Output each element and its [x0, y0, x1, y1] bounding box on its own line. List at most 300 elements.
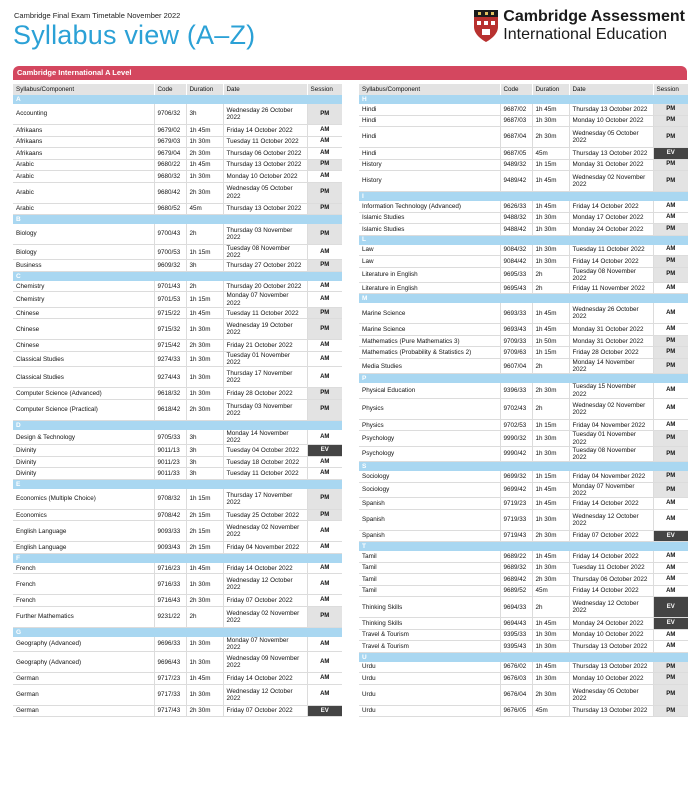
duration-cell: 1h 45m [186, 159, 223, 171]
table-row [13, 148, 342, 160]
code-cell: 9011/23 [154, 456, 186, 468]
syllabus-cell: Sociology [359, 482, 500, 497]
table-row [13, 203, 342, 215]
code-cell: 9679/04 [154, 148, 186, 160]
section-letter: C [13, 271, 342, 281]
code-cell: 9717/23 [154, 673, 186, 685]
section-letter: B [13, 215, 342, 225]
date-cell: Tuesday 25 October 2022 [223, 509, 307, 521]
date-cell: Tuesday 11 October 2022 [569, 245, 653, 256]
section-letter: T [359, 542, 688, 552]
session-badge: PM [653, 705, 688, 717]
code-cell: 9719/33 [500, 509, 532, 530]
table-row [359, 509, 688, 530]
date-cell: Friday 21 October 2022 [223, 340, 307, 352]
timetable-left [13, 84, 343, 717]
date-cell: Thursday 06 October 2022 [223, 148, 307, 160]
code-cell: 9011/13 [154, 445, 186, 457]
duration-cell: 1h 30m [186, 652, 223, 673]
date-cell: Friday 11 November 2022 [569, 282, 653, 294]
session-badge: EV [307, 445, 342, 457]
date-cell: Tuesday 08 November 2022 [569, 446, 653, 461]
table-row [13, 292, 342, 307]
syllabus-cell: French [13, 563, 154, 574]
duration-cell: 1h 30m [532, 641, 569, 653]
code-cell: 9715/32 [154, 319, 186, 340]
column-header: Syllabus/Component [13, 84, 154, 95]
session-badge: AM [653, 498, 688, 510]
duration-cell: 1h 30m [186, 388, 223, 400]
session-badge: PM [653, 347, 688, 359]
date-cell: Tuesday 08 November 2022 [223, 245, 307, 260]
duration-cell: 2h 30m [186, 148, 223, 160]
duration-cell: 2h [532, 597, 569, 618]
date-cell: Monday 10 October 2022 [223, 171, 307, 183]
session-badge: PM [653, 673, 688, 685]
session-badge: AM [653, 212, 688, 224]
table-row [359, 530, 688, 542]
table-header-row [359, 84, 688, 95]
date-cell: Wednesday 12 October 2022 [223, 574, 307, 595]
code-cell: 9609/32 [154, 260, 186, 272]
date-cell: Monday 24 October 2022 [569, 224, 653, 236]
syllabus-cell: Computer Science (Advanced) [13, 388, 154, 400]
date-cell: Wednesday 19 October 2022 [223, 319, 307, 340]
session-badge: PM [307, 606, 342, 627]
syllabus-cell: Divinity [13, 468, 154, 480]
code-cell: 9676/04 [500, 684, 532, 705]
table-row [359, 562, 688, 574]
syllabus-cell: History [359, 171, 500, 192]
duration-cell: 1h 15m [532, 347, 569, 359]
syllabus-cell: Arabic [13, 171, 154, 183]
duration-cell: 1h 45m [532, 662, 569, 673]
session-badge: PM [653, 335, 688, 347]
code-cell: 9231/22 [154, 606, 186, 627]
session-badge: AM [307, 637, 342, 652]
code-cell: 9717/33 [154, 684, 186, 705]
table-row [13, 705, 342, 717]
column-header: Code [500, 84, 532, 95]
syllabus-cell: Chinese [13, 340, 154, 352]
syllabus-cell: History [359, 159, 500, 171]
code-cell: 9679/03 [154, 136, 186, 148]
section-header-row [13, 271, 342, 281]
duration-cell: 2h [532, 358, 569, 373]
session-badge: PM [653, 431, 688, 446]
date-cell: Thursday 13 October 2022 [569, 705, 653, 717]
duration-cell: 1h 30m [532, 629, 569, 641]
duration-cell: 1h 30m [186, 684, 223, 705]
section-letter: S [359, 462, 688, 472]
session-badge: PM [307, 182, 342, 203]
syllabus-cell: Urdu [359, 673, 500, 685]
duration-cell: 1h 30m [532, 431, 569, 446]
duration-cell: 2h [532, 282, 569, 294]
date-cell: Tuesday 11 October 2022 [223, 468, 307, 480]
document-subtitle: Cambridge Final Exam Timetable November 2022 [14, 11, 181, 20]
table-row [359, 705, 688, 717]
session-badge: PM [307, 319, 342, 340]
date-cell: Thursday 17 November 2022 [223, 489, 307, 510]
section-header-row [359, 235, 688, 245]
syllabus-cell: Economics [13, 509, 154, 521]
duration-cell: 1h 15m [186, 292, 223, 307]
syllabus-cell: Tamil [359, 585, 500, 597]
duration-cell: 1h 30m [186, 171, 223, 183]
section-letter: E [13, 479, 342, 489]
duration-cell: 1h 30m [532, 224, 569, 236]
code-cell: 9700/53 [154, 245, 186, 260]
syllabus-cell: Afrikaans [13, 148, 154, 160]
code-cell: 9702/43 [500, 398, 532, 419]
code-cell: 9694/33 [500, 597, 532, 618]
duration-cell: 1h 45m [532, 482, 569, 497]
syllabus-cell: Mathematics (Pure Mathematics 3) [359, 335, 500, 347]
syllabus-cell: Divinity [13, 456, 154, 468]
table-row [13, 595, 342, 607]
session-badge: PM [653, 171, 688, 192]
date-cell: Tuesday 01 November 2022 [223, 351, 307, 366]
session-badge: PM [653, 662, 688, 673]
code-cell: 9679/02 [154, 125, 186, 137]
duration-cell: 2h 15m [186, 521, 223, 542]
section-header-row [359, 462, 688, 472]
duration-cell: 1h 45m [532, 498, 569, 510]
session-badge: PM [307, 388, 342, 400]
date-cell: Thursday 17 November 2022 [223, 367, 307, 388]
section-header-row [359, 192, 688, 202]
code-cell: 9676/02 [500, 662, 532, 673]
session-badge: AM [653, 303, 688, 324]
syllabus-cell: Travel & Tourism [359, 629, 500, 641]
date-cell: Wednesday 26 October 2022 [569, 303, 653, 324]
session-badge: AM [653, 585, 688, 597]
table-row [13, 367, 342, 388]
table-row [13, 456, 342, 468]
session-badge: AM [653, 201, 688, 212]
date-cell: Thursday 13 October 2022 [569, 104, 653, 115]
column-header: Code [154, 84, 186, 95]
syllabus-cell: Further Mathematics [13, 606, 154, 627]
duration-cell: 2h 30m [186, 595, 223, 607]
syllabus-cell: Arabic [13, 203, 154, 215]
date-cell: Tuesday 04 October 2022 [223, 445, 307, 457]
code-cell: 9084/42 [500, 256, 532, 268]
date-cell: Tuesday 11 October 2022 [223, 307, 307, 319]
date-cell: Friday 14 October 2022 [569, 585, 653, 597]
column-header: Session [307, 84, 342, 95]
syllabus-cell: Spanish [359, 530, 500, 542]
table-row [13, 340, 342, 352]
table-row [359, 212, 688, 224]
session-badge: PM [653, 104, 688, 115]
session-badge: PM [307, 203, 342, 215]
session-badge: AM [307, 652, 342, 673]
session-badge: PM [307, 307, 342, 319]
table-row [13, 182, 342, 203]
section-letter: H [359, 95, 688, 104]
column-header: Date [569, 84, 653, 95]
date-cell: Monday 31 October 2022 [569, 159, 653, 171]
duration-cell: 2h 30m [186, 340, 223, 352]
duration-cell: 1h 45m [186, 307, 223, 319]
section-letter: U [359, 652, 688, 662]
table-row [359, 224, 688, 236]
duration-cell: 1h 30m [532, 245, 569, 256]
code-cell: 9274/43 [154, 367, 186, 388]
syllabus-cell: Classical Studies [13, 367, 154, 388]
session-badge: AM [653, 383, 688, 398]
section-letter: D [13, 420, 342, 430]
duration-cell: 2h [186, 224, 223, 245]
duration-cell: 1h 30m [186, 319, 223, 340]
syllabus-cell: Psychology [359, 446, 500, 461]
date-cell: Monday 14 November 2022 [569, 358, 653, 373]
section-header-row [359, 542, 688, 552]
duration-cell: 3h [186, 468, 223, 480]
table-row [13, 673, 342, 685]
date-cell: Tuesday 01 November 2022 [569, 431, 653, 446]
date-cell: Wednesday 12 October 2022 [223, 684, 307, 705]
code-cell: 9488/32 [500, 212, 532, 224]
session-badge: PM [307, 399, 342, 420]
syllabus-cell: Marine Science [359, 324, 500, 336]
date-cell: Wednesday 05 October 2022 [569, 684, 653, 705]
syllabus-cell: German [13, 684, 154, 705]
date-cell: Friday 14 October 2022 [223, 673, 307, 685]
session-badge: PM [307, 104, 342, 125]
date-cell: Wednesday 09 November 2022 [223, 652, 307, 673]
code-cell: 9489/32 [500, 159, 532, 171]
duration-cell: 3h [186, 456, 223, 468]
date-cell: Monday 07 November 2022 [223, 637, 307, 652]
syllabus-cell: Afrikaans [13, 125, 154, 137]
duration-cell: 1h 30m [532, 256, 569, 268]
table-row [359, 335, 688, 347]
syllabus-cell: Physics [359, 398, 500, 419]
section-header-row [359, 95, 688, 104]
code-cell: 9701/53 [154, 292, 186, 307]
code-cell: 9693/33 [500, 303, 532, 324]
duration-cell: 3h [186, 104, 223, 125]
code-cell: 9689/22 [500, 551, 532, 562]
qualification-banner: Cambridge International A Level [13, 66, 687, 80]
logo-line-1: Cambridge Assessment [503, 8, 685, 25]
section-header-row [13, 553, 342, 563]
duration-cell: 1h 30m [532, 673, 569, 685]
syllabus-cell: Islamic Studies [359, 212, 500, 224]
session-badge: AM [307, 595, 342, 607]
duration-cell: 1h 30m [186, 136, 223, 148]
session-badge: AM [307, 171, 342, 183]
syllabus-cell: Physical Education [359, 383, 500, 398]
date-cell: Friday 07 October 2022 [223, 705, 307, 717]
code-cell: 9488/42 [500, 224, 532, 236]
code-cell: 9489/42 [500, 171, 532, 192]
date-cell: Friday 04 November 2022 [569, 471, 653, 482]
syllabus-cell: Tamil [359, 551, 500, 562]
code-cell: 9717/43 [154, 705, 186, 717]
table-row [359, 641, 688, 653]
syllabus-cell: Economics (Multiple Choice) [13, 489, 154, 510]
date-cell: Tuesday 18 October 2022 [223, 456, 307, 468]
syllabus-cell: Law [359, 256, 500, 268]
session-badge: PM [653, 224, 688, 236]
duration-cell: 2h 30m [186, 705, 223, 717]
date-cell: Friday 14 October 2022 [569, 201, 653, 212]
session-badge: AM [307, 456, 342, 468]
table-row [359, 471, 688, 482]
syllabus-cell: Design & Technology [13, 430, 154, 445]
column-header: Date [223, 84, 307, 95]
code-cell: 9093/33 [154, 521, 186, 542]
table-row [13, 159, 342, 171]
section-header-row [13, 420, 342, 430]
date-cell: Monday 31 October 2022 [569, 324, 653, 336]
session-badge: EV [653, 530, 688, 542]
syllabus-cell: Law [359, 245, 500, 256]
table-row [359, 431, 688, 446]
section-letter: F [13, 553, 342, 563]
code-cell: 9705/33 [154, 430, 186, 445]
table-row [13, 104, 342, 125]
syllabus-cell: Media Studies [359, 358, 500, 373]
code-cell: 9699/32 [500, 471, 532, 482]
syllabus-cell: French [13, 574, 154, 595]
table-row [359, 498, 688, 510]
syllabus-cell: Spanish [359, 509, 500, 530]
syllabus-cell: Sociology [359, 471, 500, 482]
syllabus-cell: Chemistry [13, 292, 154, 307]
session-badge: PM [653, 684, 688, 705]
date-cell: Thursday 06 October 2022 [569, 574, 653, 586]
session-badge: PM [653, 471, 688, 482]
table-row [359, 104, 688, 115]
syllabus-cell: Biology [13, 224, 154, 245]
code-cell: 9093/43 [154, 542, 186, 554]
table-row [359, 267, 688, 282]
table-body [13, 95, 342, 717]
session-badge: AM [307, 468, 342, 480]
session-badge: EV [653, 618, 688, 630]
table-row [359, 597, 688, 618]
table-row [13, 489, 342, 510]
table-row [13, 245, 342, 260]
section-letter: M [359, 294, 688, 304]
table-row [359, 662, 688, 673]
duration-cell: 1h 45m [186, 125, 223, 137]
code-cell: 9676/03 [500, 673, 532, 685]
session-badge: AM [307, 292, 342, 307]
column-header: Duration [532, 84, 569, 95]
date-cell: Thursday 20 October 2022 [223, 281, 307, 292]
date-cell: Thursday 13 October 2022 [223, 203, 307, 215]
section-letter: L [359, 235, 688, 245]
duration-cell: 45m [532, 705, 569, 717]
syllabus-cell: English Language [13, 521, 154, 542]
session-badge: AM [653, 551, 688, 562]
syllabus-cell: French [13, 595, 154, 607]
session-badge: PM [653, 159, 688, 171]
session-badge: PM [653, 256, 688, 268]
syllabus-cell: Hindi [359, 127, 500, 148]
date-cell: Friday 14 October 2022 [569, 551, 653, 562]
code-cell: 9084/32 [500, 245, 532, 256]
code-cell: 9395/33 [500, 629, 532, 641]
session-badge: AM [307, 136, 342, 148]
syllabus-cell: Arabic [13, 182, 154, 203]
table-row [13, 307, 342, 319]
date-cell: Wednesday 12 October 2022 [569, 509, 653, 530]
table-row [13, 542, 342, 554]
duration-cell: 2h 30m [186, 399, 223, 420]
syllabus-cell: Psychology [359, 431, 500, 446]
column-header: Duration [186, 84, 223, 95]
date-cell: Monday 31 October 2022 [569, 335, 653, 347]
section-letter: G [13, 627, 342, 637]
syllabus-cell: Mathematics (Probability & Statistics 2) [359, 347, 500, 359]
code-cell: 9680/52 [154, 203, 186, 215]
crest-icon [473, 9, 499, 43]
session-badge: PM [653, 358, 688, 373]
session-badge: AM [307, 245, 342, 260]
date-cell: Monday 14 November 2022 [223, 430, 307, 445]
session-badge: AM [307, 574, 342, 595]
code-cell: 9990/42 [500, 446, 532, 461]
date-cell: Thursday 13 October 2022 [569, 641, 653, 653]
table-row [359, 127, 688, 148]
syllabus-cell: German [13, 705, 154, 717]
session-badge: PM [307, 489, 342, 510]
duration-cell: 1h 50m [532, 335, 569, 347]
syllabus-cell: Urdu [359, 705, 500, 717]
syllabus-cell: Business [13, 260, 154, 272]
syllabus-cell: Chemistry [13, 281, 154, 292]
cambridge-logo [473, 9, 685, 43]
code-cell: 9607/04 [500, 358, 532, 373]
duration-cell: 1h 15m [532, 471, 569, 482]
table-row [13, 125, 342, 137]
session-badge: AM [307, 521, 342, 542]
duration-cell: 1h 45m [532, 551, 569, 562]
table-row [359, 383, 688, 398]
duration-cell: 3h [186, 260, 223, 272]
code-cell: 9689/42 [500, 574, 532, 586]
session-badge: PM [307, 509, 342, 521]
duration-cell: 1h 15m [532, 159, 569, 171]
syllabus-cell: German [13, 673, 154, 685]
session-badge: PM [307, 260, 342, 272]
session-badge: AM [653, 245, 688, 256]
table-row [13, 260, 342, 272]
table-row [359, 347, 688, 359]
table-row [359, 629, 688, 641]
section-letter: I [359, 192, 688, 202]
code-cell: 9687/03 [500, 115, 532, 127]
syllabus-cell: Spanish [359, 498, 500, 510]
session-badge: PM [307, 224, 342, 245]
session-badge: AM [653, 324, 688, 336]
date-cell: Tuesday 11 October 2022 [223, 136, 307, 148]
code-cell: 9709/33 [500, 335, 532, 347]
syllabus-cell: Computer Science (Practical) [13, 399, 154, 420]
date-cell: Friday 07 October 2022 [223, 595, 307, 607]
code-cell: 9693/43 [500, 324, 532, 336]
date-cell: Friday 04 November 2022 [569, 419, 653, 431]
session-badge: AM [653, 398, 688, 419]
session-badge: EV [653, 597, 688, 618]
